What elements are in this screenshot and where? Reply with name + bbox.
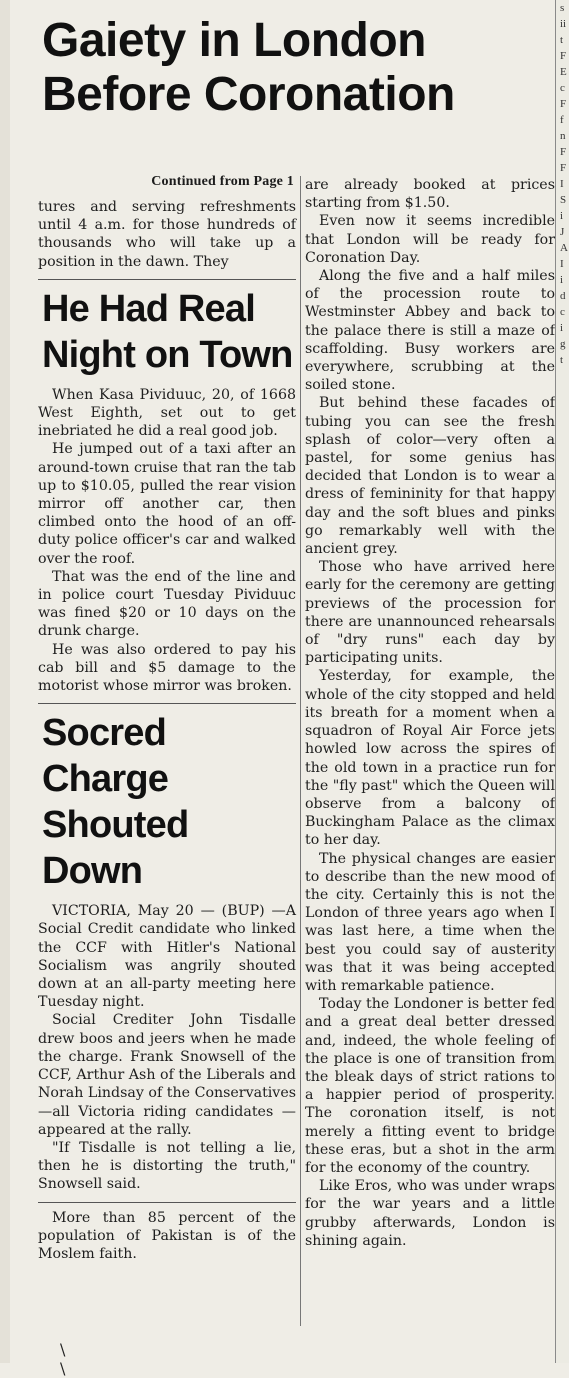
edge-letter: t (560, 34, 564, 46)
body-paragraph: Those who have arrived here early for the ceremony are getting previews of the procession for there are unannounced rehearsals of "dry runs" each day by participating units. (305, 559, 555, 667)
edge-letter: F (560, 146, 567, 158)
scan-edge (0, 0, 10, 1363)
story2-headline: Socred Charge Shouted Down (42, 712, 189, 893)
story1-paragraph: He jumped out of a taxi after an around-town cruise that ran the tab up to $10.05, pulled the rear vision mirror off another car, then climbed onto the hood of an off-duty police officer's car and walked over the roof. (38, 441, 296, 567)
story2-paragraph: "If Tisdalle is not telling a lie, then he is distorting the truth," Snowsell said. (38, 1139, 296, 1193)
edge-letter: c (560, 82, 565, 94)
edge-letter: i (560, 210, 564, 222)
edge-letter: d (560, 290, 566, 302)
footer-marks (60, 1340, 569, 1378)
adjacent-column-edge (555, 0, 569, 1363)
continued-paragraph: are already booked at prices starting from $1.50. (305, 177, 555, 212)
edge-letter: i (560, 274, 564, 286)
edge-letter: E (560, 66, 567, 78)
right-column (305, 176, 555, 1250)
edge-letter: s (560, 2, 565, 14)
edge-letter: I (560, 178, 564, 190)
filler-paragraph: More than 85 percent of the population of Pakistan is of the Moslem faith. (38, 1209, 296, 1262)
intro-paragraph: tures and serving refreshments until 4 a.m. for those hundreds of thousands who will take up a position in the dawn. They (38, 199, 296, 270)
edge-letter: g (560, 338, 566, 350)
edge-letter: J (560, 226, 565, 238)
edge-letter: t (560, 354, 564, 366)
body-paragraph: Yesterday, for example, the whole of the city stopped and held its breath for a moment when a squadron of Royal Air Force jets howled low across the spires of the old town in a practice run for the "fly past" which the Queen will observe from a balcony of Buckingham Palace as the climax to her day. (305, 668, 555, 849)
main-headline: Gaiety in London Before Coronation (42, 14, 455, 121)
body-paragraph: Like Eros, who was under wraps for the war years and a little grubby afterwards, London is shining again. (305, 1178, 555, 1249)
edge-letter: ii (560, 18, 567, 30)
edge-letter: F (560, 98, 567, 110)
edge-letter: c (560, 306, 565, 318)
scan-mark: \ (60, 1340, 66, 1359)
edge-letter: A (560, 242, 568, 254)
edge-letter: n (560, 130, 566, 142)
scan-mark: \ (60, 1359, 66, 1378)
left-column (38, 174, 296, 1263)
story1-headline: He Had Real Night on Town (42, 287, 293, 376)
continued-line: Continued from Page 1 (151, 174, 294, 189)
edge-letter: f (560, 114, 564, 126)
body-paragraph: But behind these facades of tubing you can see the fresh splash of color—very often a pastel, for some genius has decided that London is to wear a dress of femininity for that happy day and the soft blues and pinks go remarkably well with the ancient grey. (305, 395, 555, 558)
edge-letter: i (560, 322, 564, 334)
edge-letter: I (560, 258, 564, 270)
edge-letter: F (560, 162, 567, 174)
body-paragraph: Along the five and a half miles of the procession route to Westminster Abbey and back to the palace there is still a maze of scaffolding. Busy workers are everywhere, scrubbing at the soiled stone. (305, 268, 555, 394)
story-divider (38, 1202, 296, 1203)
story2-paragraph: VICTORIA, May 20 — (BUP) —A Social Credit candidate who linked the CCF with Hitler's National Socialism was angrily shouted down at an all-party meeting here Tuesday night. (38, 903, 296, 1011)
story1-paragraph: When Kasa Pividuuc, 20, of 1668 West Eighth, set out to get inebriated he did a real good job. (38, 386, 296, 440)
edge-letter: F (560, 50, 567, 62)
edge-letter: S (560, 194, 567, 206)
story-divider (38, 279, 296, 280)
story2-paragraph: Social Crediter John Tisdalle drew boos and jeers when he made the charge. Frank Snowsell of the CCF, Arthur Ash of the Liberals and Norah Lindsay of the Conservatives—all Victoria riding candidates — appeared at the rally. (38, 1012, 296, 1138)
body-paragraph: Today the Londoner is better fed and a great deal better dressed and, indeed, the whole feeling of the place is one of transition from the bleak days of strict rations to a happier period of prosperity. The coronation itself, is not merely a fitting event to bridge these eras, but a shot in the arm for the economy of the country. (305, 996, 555, 1176)
story1-paragraph: He was also ordered to pay his cab bill and $5 damage to the motorist whose mirror was broken. (38, 641, 296, 695)
body-paragraph: Even now it seems incredible that London will be ready for Coronation Day. (305, 213, 555, 266)
body-paragraph: The physical changes are easier to describe than the new mood of the city. Certainly this is not the London of three years ago when I was last here, a time when the best you could say of austerity was that it was being accepted with remarkable patience. (305, 850, 555, 994)
story-divider (38, 703, 296, 704)
story1-paragraph: That was the end of the line and in police court Tuesday Pividuuc was fined $20 or 10 days on the drunk charge. (38, 568, 296, 640)
column-rule (300, 176, 301, 1326)
